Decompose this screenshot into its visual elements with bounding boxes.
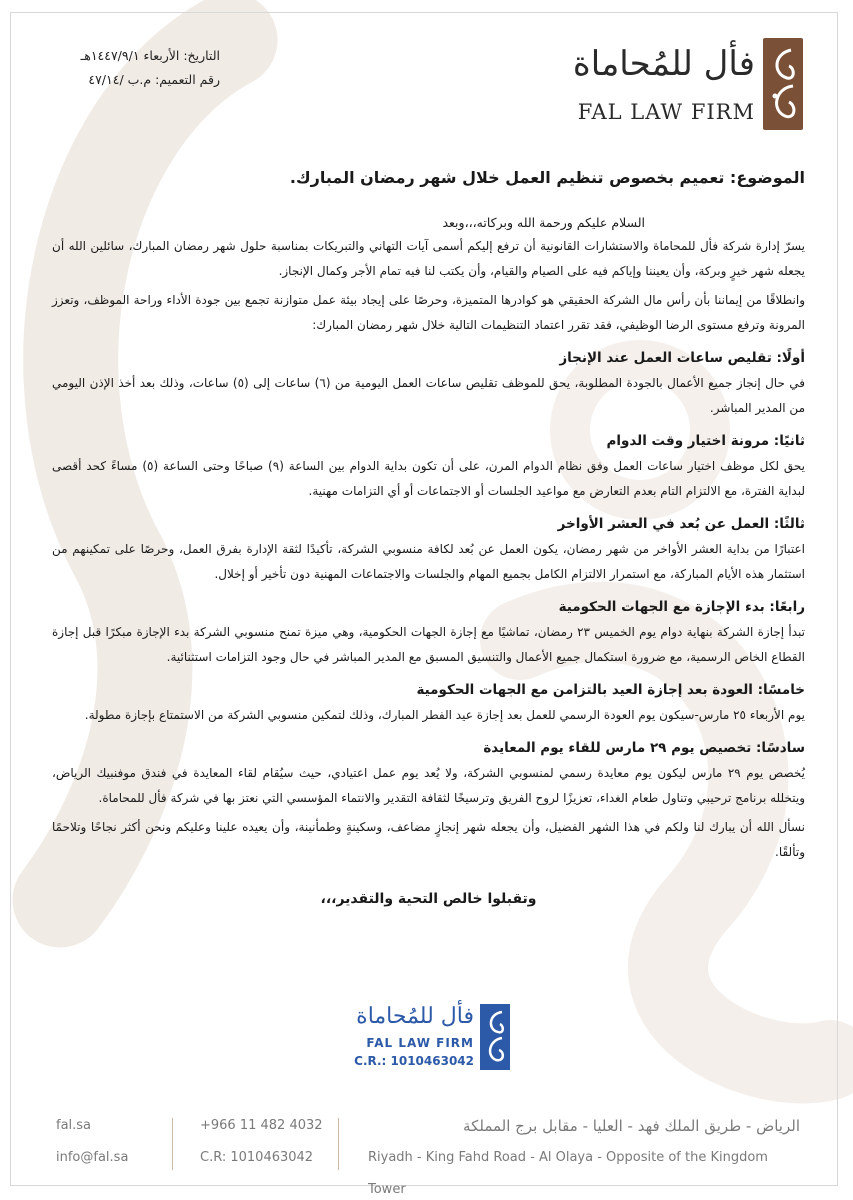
- footer-address-english: Riyadh - King Fahd Road - Al Olaya - Opposite of the Kingdom Tower: [368, 1150, 768, 1197]
- logo-english-name: FAL LAW FIRM: [577, 100, 755, 124]
- fal-logo-mark-icon: [763, 38, 803, 130]
- letter-meta: [60, 44, 220, 92]
- footer-cr: C.R: 1010463042: [200, 1150, 314, 1165]
- intro-paragraph: يسرّ إدارة شركة فأل للمحاماة والاستشارات القانونية أن ترفع إليكم أسمى آيات التهاني والتبريكات بمناسبة حلول شهر رمضان المبارك، سائلين الله أن يجعله شهر خيرٍ وبركة، وأن يعيننا وإياكم فيه على الصيام والقيام، وأن يكتب لنا فيه تمام الأجر وكمال الإنجاز.: [52, 239, 805, 278]
- footer-address: [368, 1110, 800, 1200]
- footer-address-arabic: الرياض - طريق الملك فهد - العليا - مقابل برج المملكة: [463, 1117, 800, 1135]
- section-text: يحق لكل موظف اختيار ساعات العمل وفق نظام الدوام المرن، على أن تكون بداية الدوام بين الساعة (٩) صباحًا وحتى الساعة (٥) مساءً كحد أقصى لبداية الفترة، مع الالتزام التام بعدم التعارض مع مواعيد الجلسات أو الاجتماعات أو أي التزامات مهنية.: [52, 459, 805, 498]
- footer: [0, 1110, 853, 1197]
- stamp-logo-mark-icon: [480, 1004, 510, 1070]
- section-heading: أولًا: تقليص ساعات العمل عند الإنجاز: [559, 350, 805, 366]
- letter-subject: الموضوع: تعميم بخصوص تنظيم العمل خلال شهر رمضان المبارك.: [289, 168, 805, 187]
- footer-divider: [172, 1118, 173, 1170]
- section-text: تبدأ إجازة الشركة بنهاية دوام يوم الخميس ٢٣ رمضان، تماشيًا مع إجازة الجهات الحكومية، وهي ميزة تمنح منسوبي الشركة بدء الإجازة مبكرًا قبل إجازة القطاع الخاص الرسمية، مع ضرورة استكمال جميع الأعمال والتنسيق المسبق مع المدير المباشر في حال وجود التزامات استثنائية.: [52, 625, 805, 664]
- section-heading: سادسًا: تخصيص يوم ٢٩ مارس للقاء يوم المعايدة: [483, 740, 805, 756]
- circular-number: رقم التعميم: م.ب /٤٧/١٤: [88, 72, 220, 87]
- letter-date: التاريخ: الأربعاء ١٤٤٧/٩/١هـ: [80, 48, 220, 63]
- footer-divider: [338, 1118, 339, 1170]
- footer-contact-phone: [200, 1110, 323, 1174]
- section-heading: ثالثًا: العمل عن بُعد في العشر الأواخر: [557, 516, 805, 532]
- section-text: اعتبارًا من بداية العشر الأواخر من شهر رمضان، يكون العمل عن بُعد لكافة منسوبي الشركة، تأكيدًا لثقة الإدارة بفرق العمل، وحرصًا على تمكينهم من استثمار هذه الأيام المباركة، مع استمرار الالتزام الكامل بجميع المهام والجلسات والاجتماعات المهنية دون تأخير أو إخلال.: [52, 542, 805, 581]
- section-text: يوم الأربعاء ٢٥ مارس-سيكون يوم العودة الرسمي للعمل بعد إجازة عيد الفطر المبارك، وذلك لتمكين منسوبي الشركة من الاستمتاع بإجازة مطولة.: [84, 708, 805, 722]
- section-heading: ثانيًا: مرونة اختيار وقت الدوام: [606, 433, 805, 449]
- section-text: في حال إنجاز جميع الأعمال بالجودة المطلوبة، يحق للموظف تقليص ساعات العمل اليومية من (٦) ساعات إلى (٥) ساعات، وذلك بعد أخذ الإذن اليومي من المدير المباشر.: [52, 376, 805, 415]
- header-logo: [572, 38, 805, 134]
- section-heading: خامسًا: العودة بعد إجازة العيد بالتزامن مع الجهات الحكومية: [416, 682, 805, 698]
- stamp-arabic-name: فأل للمُحاماة: [356, 1004, 474, 1029]
- section-text: يُخصص يوم ٢٩ مارس ليكون يوم معايدة رسمي لمنسوبي الشركة، ولا يُعد يوم عمل اعتيادي، حيث سيُقام لقاء المعايدة في فندق موفنبيك الرياض، ويتخلله برنامج ترحيبي وتناول طعام الغداء، تعزيزًا لروح الفريق وترسيخًا لثقافة التقدير والانتماء المؤسسي التي نعتز بها في شركة فأل للمحاماة.: [52, 766, 805, 805]
- footer-phone: +966 11 482 4032: [200, 1118, 323, 1133]
- closing-prayer: نسأل الله أن يبارك لنا ولكم في هذا الشهر الفضيل، وأن يجعله شهر إنجازٍ مضاعف، وسكينةٍ وطمأنينة، وأن يعيده علينا وعليكم ونحن أكثر نجاحًا وتلاحمًا وتألقًا.: [52, 820, 805, 859]
- footer-email[interactable]: info@fal.sa: [56, 1150, 129, 1165]
- logo-arabic-name: فأل للمُحاماة: [572, 44, 755, 84]
- section-heading: رابعًا: بدء الإجازة مع الجهات الحكومية: [558, 599, 805, 615]
- stamp-cr-number: C.R.: 1010463042: [354, 1054, 474, 1068]
- greeting: السلام عليكم ورحمة الله وبركاته،،،وبعد: [442, 215, 645, 230]
- intro-paragraph: وانطلاقًا من إيماننا بأن رأس مال الشركة الحقيقي هو كوادرها المتميزة، وحرصًا على إيجاد بيئة عمل متوازنة تجمع بين جودة الأداء وراحة الموظف، وتعزز المرونة وترفع مستوى الرضا الوظيفي، فقد تقرر اعتماد التنظيمات التالية خلال شهر رمضان المبارك:: [52, 293, 805, 332]
- company-stamp: [340, 1002, 520, 1082]
- letter-body: [52, 168, 805, 907]
- footer-contact-web: [56, 1110, 128, 1174]
- closing-line: وتقبلوا خالص التحية والتقدير،،،: [320, 891, 537, 907]
- stamp-english-name: FAL LAW FIRM: [366, 1036, 474, 1050]
- footer-website[interactable]: fal.sa: [56, 1118, 92, 1133]
